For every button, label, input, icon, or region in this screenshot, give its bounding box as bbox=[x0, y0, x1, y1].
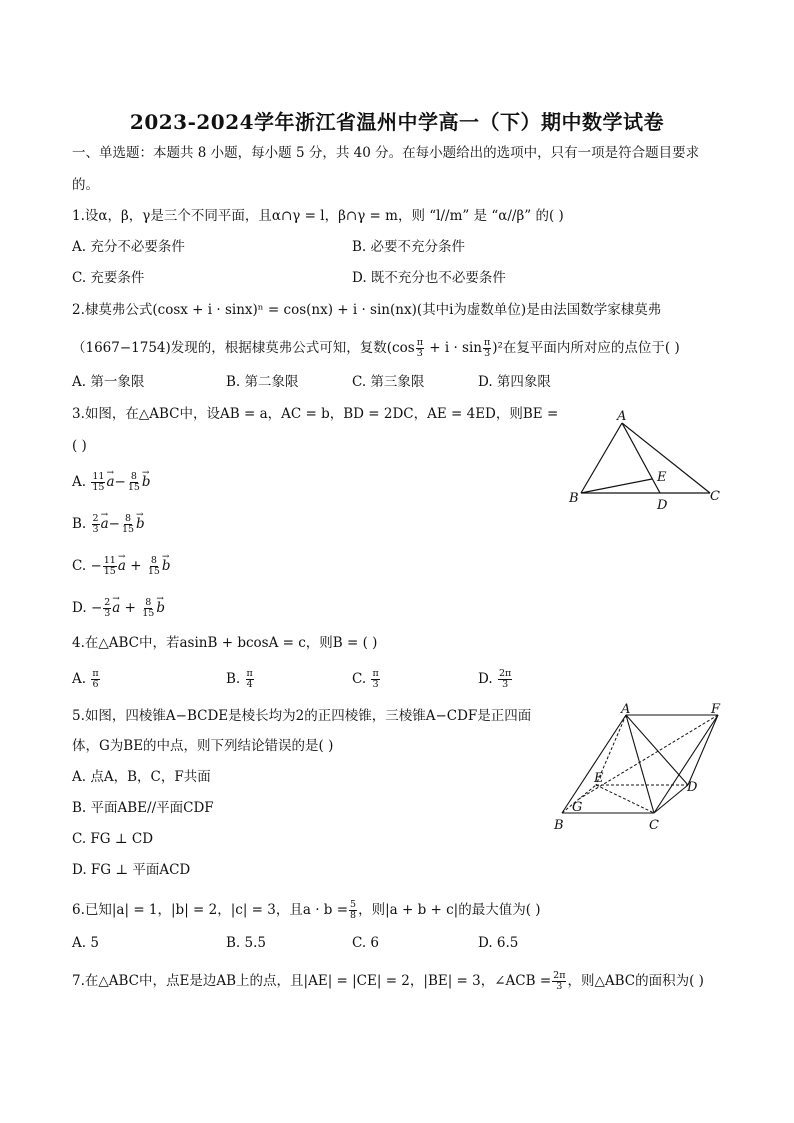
edge-ab bbox=[562, 715, 626, 813]
q3-a-op: − bbox=[114, 474, 126, 490]
label-f: F bbox=[711, 702, 721, 717]
q6-option-b: B. 5.5 bbox=[226, 935, 266, 951]
q7-stem-part1: 7.在△ABC中，点E是边AB上的点，且|AE| = |CE| = 2，|BE| = 3，∠ACB = bbox=[72, 973, 552, 989]
q4-c-num: π bbox=[372, 668, 379, 679]
q3-a-label: A. bbox=[72, 474, 87, 490]
page-title: 2023-2024学年浙江省温州中学高一（下）期中数学试卷 bbox=[129, 110, 665, 134]
q2-frac1-den: 3 bbox=[416, 348, 423, 359]
q4-stem: 4.在△ABC中，若asinB + bcosA = c，则B = ( ) bbox=[72, 635, 378, 651]
label-d: D bbox=[687, 780, 698, 795]
q1-option-c: C. 充要条件 bbox=[72, 270, 145, 286]
q2-stem-part3: )²在复平面内所对应的点位于( ) bbox=[492, 340, 680, 356]
q3-a-c1n: 11 bbox=[92, 471, 105, 482]
q2-option-b: B. 第二象限 bbox=[226, 374, 299, 390]
q5-option-c: C. FG ⊥ CD bbox=[72, 831, 154, 847]
q2-stem-part1: （1667−1754)发现的，根据棣莫弗公式可知，复数(cos bbox=[72, 340, 415, 356]
q7-stem-part2: ，则△ABC的面积为( ) bbox=[567, 973, 704, 989]
q3-d-op: + bbox=[124, 600, 136, 616]
q2-frac2-den: 3 bbox=[484, 348, 491, 359]
vector-b: → b bbox=[156, 599, 165, 617]
q2-option-a: A. 第一象限 bbox=[72, 374, 145, 390]
q3-c-c1n: 11 bbox=[103, 555, 116, 566]
q5-option-d: D. FG ⊥ 平面ACD bbox=[72, 862, 191, 878]
q4-c-den: 3 bbox=[372, 679, 379, 690]
edge-ab bbox=[581, 423, 622, 493]
q3-a-c2n: 8 bbox=[130, 471, 137, 482]
q3-d-label: D. bbox=[72, 600, 87, 616]
segment-ec bbox=[596, 785, 654, 813]
q7-fraction bbox=[552, 971, 566, 992]
q3-paren: ( ) bbox=[72, 438, 87, 454]
q5-option-b: B. 平面ABE//平面CDF bbox=[72, 800, 214, 816]
q3-c-sign: − bbox=[90, 558, 102, 574]
label-b: B bbox=[554, 818, 564, 833]
q3-d-sign: − bbox=[90, 600, 103, 616]
q6-frac-num: 5 bbox=[350, 899, 357, 910]
q3-d-coef2 bbox=[141, 598, 155, 619]
label-e: E bbox=[594, 771, 604, 786]
q2-frac2-num: π bbox=[483, 337, 491, 348]
edge-ac bbox=[626, 715, 654, 813]
q6-frac-den: 8 bbox=[350, 910, 357, 921]
q7-frac-num: 2π bbox=[553, 970, 566, 981]
q3-c-c2d: 15 bbox=[147, 566, 160, 577]
q2-fraction-2 bbox=[483, 338, 491, 359]
vector-b: → b bbox=[136, 515, 145, 533]
q3-d-coef1 bbox=[103, 598, 111, 619]
q4-c-frac bbox=[371, 669, 379, 690]
q3-c-label: C. bbox=[72, 558, 87, 574]
q2-stem-line1: 2.棣莫弗公式(cosx + i · sinx)ⁿ = cos(nx) + i · sin(nx)(其中i为虚数单位)是由法国数学家棣莫弗 bbox=[72, 302, 662, 318]
vector-b: → b bbox=[162, 557, 171, 575]
q6-option-c: C. 6 bbox=[352, 935, 380, 951]
q3-option-d bbox=[72, 598, 165, 619]
segment-be bbox=[581, 479, 652, 493]
q1-option-d: D. 既不充分也不必要条件 bbox=[352, 270, 506, 286]
q5-stem-line2: 体，G为BE的中点，则下列结论错误的是( ) bbox=[72, 738, 334, 754]
q1-option-a: A. 充分不必要条件 bbox=[72, 239, 185, 255]
label-a: A bbox=[621, 702, 631, 717]
q5-solid-figure bbox=[548, 702, 738, 835]
vector-a: → a bbox=[101, 515, 109, 533]
q4-d-den: 3 bbox=[502, 679, 509, 690]
q3-b-c1n: 2 bbox=[92, 513, 99, 524]
q6-option-d: D. 6.5 bbox=[478, 935, 519, 951]
edge-fc bbox=[654, 715, 718, 813]
q6-fraction bbox=[349, 900, 357, 921]
q4-option-b bbox=[226, 669, 255, 690]
q3-b-c1d: 3 bbox=[92, 524, 99, 535]
q3-a-coef1 bbox=[91, 472, 105, 493]
q4-b-den: 4 bbox=[246, 679, 253, 690]
q3-d-c2n: 8 bbox=[145, 597, 152, 608]
q3-c-op: + bbox=[130, 558, 142, 574]
section-heading: 一、单选题：本题共 8 小题，每小题 5 分，共 40 分。在每小题给出的选项中，只有一项是符合题目要求 bbox=[72, 145, 700, 161]
q3-a-coef2 bbox=[127, 472, 141, 493]
q7-frac-den: 3 bbox=[556, 981, 563, 992]
q4-c-label: C. bbox=[352, 671, 367, 687]
label-g: G bbox=[572, 800, 583, 815]
q3-b-label: B. bbox=[72, 516, 87, 532]
label-e: E bbox=[657, 470, 667, 485]
q3-c-coef1 bbox=[103, 556, 117, 577]
q3-a-c2d: 15 bbox=[127, 482, 140, 493]
q4-option-a bbox=[72, 669, 101, 690]
q6-option-a: A. 5 bbox=[72, 935, 99, 951]
q3-d-c1n: 2 bbox=[104, 597, 111, 608]
label-a: A bbox=[617, 409, 627, 424]
q3-option-c bbox=[72, 556, 171, 577]
q4-d-num: 2π bbox=[498, 668, 512, 679]
q6-stem bbox=[72, 900, 541, 921]
q3-triangle-figure bbox=[560, 405, 730, 515]
q4-a-label: A. bbox=[72, 671, 87, 687]
q3-c-coef2 bbox=[147, 556, 161, 577]
q4-option-d bbox=[478, 669, 513, 690]
q3-c-c1d: 15 bbox=[103, 566, 116, 577]
q3-b-c2n: 8 bbox=[124, 513, 131, 524]
q4-option-c bbox=[352, 669, 381, 690]
q3-option-b bbox=[72, 514, 145, 535]
label-d: D bbox=[657, 498, 668, 513]
q3-stem: 3.如图，在△ABC中，设AB = a，AC = b，BD = 2DC，AE = 4ED，则BE = bbox=[72, 406, 559, 422]
q1-stem: 1.设α，β，γ是三个不同平面，且α∩γ = l，β∩γ = m，则 “l//m” 是 “α//β” 的( ) bbox=[72, 208, 564, 224]
label-b: B bbox=[569, 491, 579, 506]
q3-b-coef1 bbox=[92, 514, 100, 535]
q3-c-c2n: 8 bbox=[150, 555, 157, 566]
q2-stem-part2: + i · sin bbox=[429, 340, 482, 356]
q1-option-b: B. 必要不充分条件 bbox=[352, 239, 466, 255]
q2-stem-line2 bbox=[72, 338, 680, 359]
q4-b-frac bbox=[246, 669, 254, 690]
vector-b: → b bbox=[142, 473, 151, 491]
vector-a: → a bbox=[106, 473, 114, 491]
q4-b-label: B. bbox=[226, 671, 241, 687]
q4-a-num: π bbox=[92, 668, 99, 679]
section-heading-cont: 的。 bbox=[72, 177, 99, 193]
label-c: C bbox=[710, 489, 720, 504]
edge-cd bbox=[654, 785, 688, 813]
vector-a: → a bbox=[112, 599, 120, 617]
q3-b-coef2 bbox=[121, 514, 135, 535]
q2-option-d: D. 第四象限 bbox=[478, 374, 551, 390]
q4-d-frac bbox=[498, 669, 512, 690]
q5-stem-line1: 5.如图，四棱锥A−BCDE是棱长均为2的正四棱锥，三棱锥A−CDF是正四面 bbox=[72, 708, 532, 724]
q4-b-num: π bbox=[246, 668, 253, 679]
q6-stem-part2: ，则|a + b + c|的最大值为( ) bbox=[358, 902, 541, 918]
q5-option-a: A. 点A，B，C，F共面 bbox=[72, 769, 211, 785]
q3-b-c2d: 15 bbox=[121, 524, 135, 535]
q6-stem-part1: 6.已知|a| = 1，|b| = 2，|c| = 3，且a · b = bbox=[72, 902, 349, 918]
q4-a-den: 6 bbox=[92, 679, 99, 690]
edge-fd bbox=[688, 715, 718, 785]
label-c: C bbox=[649, 818, 659, 833]
q7-stem bbox=[72, 971, 704, 992]
q4-d-label: D. bbox=[478, 671, 493, 687]
q2-fraction-1 bbox=[416, 338, 424, 359]
q4-a-frac bbox=[91, 669, 99, 690]
q2-frac1-num: π bbox=[416, 337, 423, 348]
q3-b-op: − bbox=[108, 516, 120, 532]
segment-ad bbox=[622, 423, 660, 493]
q3-option-a bbox=[72, 472, 151, 493]
q3-a-c1d: 15 bbox=[92, 482, 105, 493]
vector-a: → a bbox=[118, 557, 126, 575]
q3-d-c2d: 15 bbox=[142, 608, 155, 619]
q3-d-c1d: 3 bbox=[104, 608, 111, 619]
q2-option-c: C. 第三象限 bbox=[352, 374, 425, 390]
